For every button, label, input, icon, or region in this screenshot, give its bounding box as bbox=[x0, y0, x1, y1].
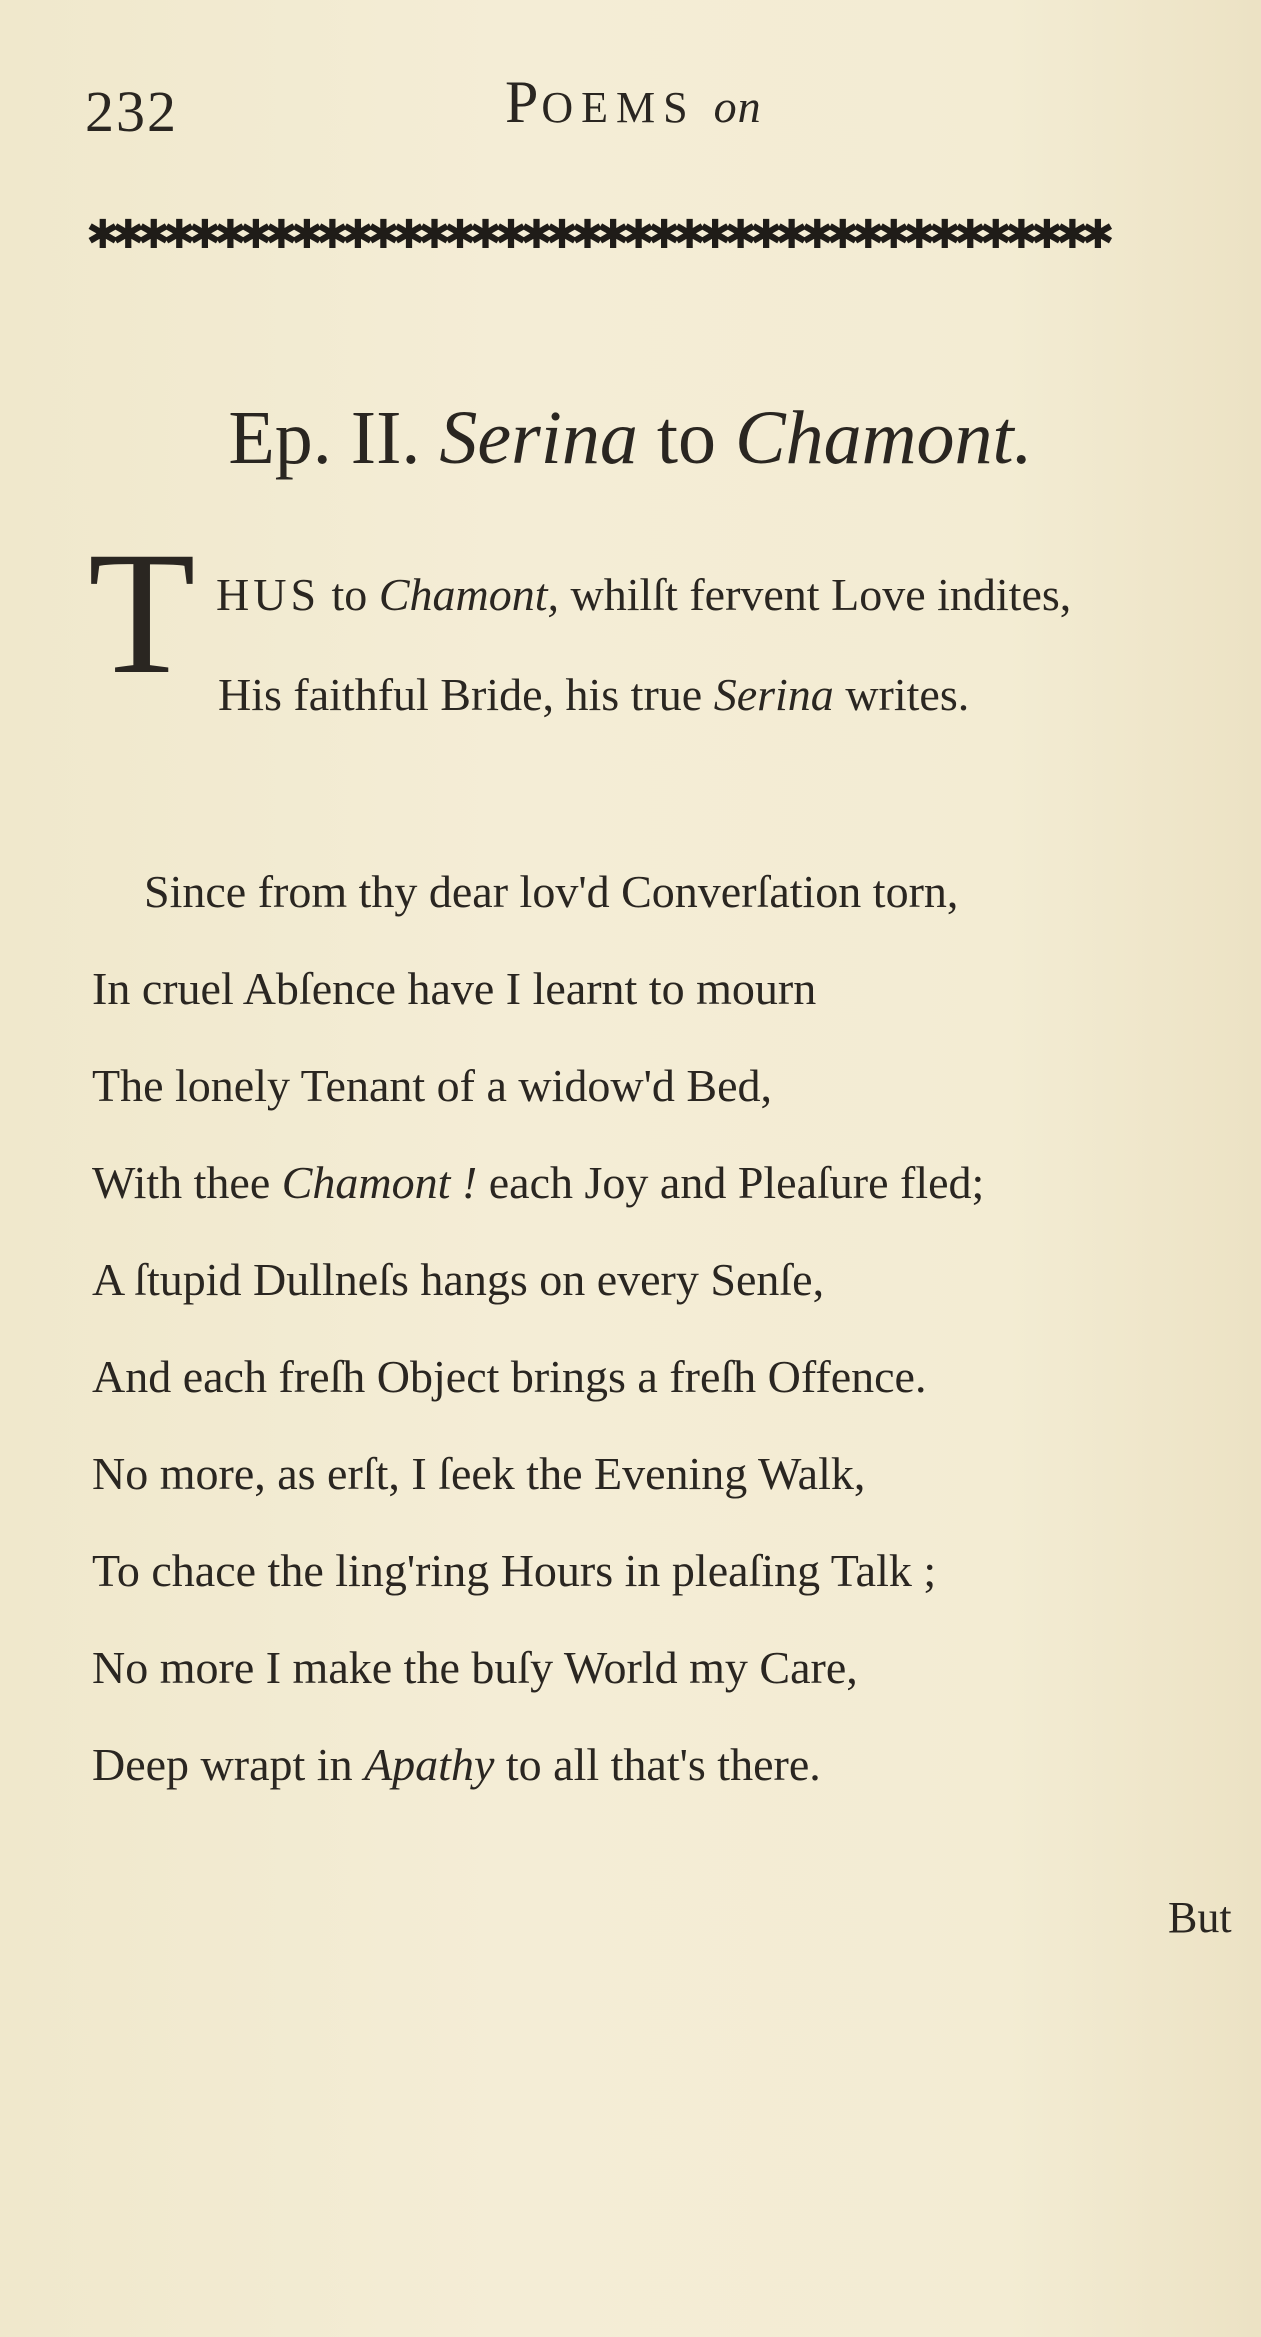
verse-line: Since from thy dear lov'd Converſation torn, bbox=[144, 866, 959, 917]
verse-line: A ſtupid Dullneſs hangs on every Senſe, bbox=[92, 1254, 825, 1305]
line1-to: to bbox=[331, 569, 368, 620]
drop-cap: T bbox=[88, 516, 196, 711]
line2-end: writes. bbox=[845, 669, 970, 720]
verse-fragment: each Joy and Pleaſure fled; bbox=[488, 1157, 985, 1208]
ornament-rule: ✱✱✱✱✱✱✱✱✱✱✱✱✱✱✱✱✱✱✱✱✱✱✱✱✱✱✱✱✱✱✱✱✱✱✱✱✱✱✱✱ bbox=[86, 212, 1107, 257]
verse-fragment: With thee bbox=[92, 1157, 271, 1208]
page-number: 232 bbox=[85, 79, 178, 144]
running-head-rest: OEMS bbox=[541, 83, 696, 132]
epistle-title bbox=[0, 395, 1261, 482]
poem-line-1 bbox=[216, 568, 1071, 621]
verse-name-chamont: Chamont ! bbox=[281, 1157, 478, 1208]
page-header bbox=[0, 68, 1261, 148]
verse-fragment: to all that's there. bbox=[505, 1739, 821, 1790]
title-connector: to bbox=[656, 396, 716, 480]
verse-line bbox=[92, 1735, 1212, 1832]
verse-line bbox=[92, 1153, 1212, 1250]
line1-name: Chamont, bbox=[378, 569, 559, 620]
verse-line: The lonely Tenant of a widow'd Bed, bbox=[92, 1060, 773, 1111]
line2-start: His faithful Bride, his true bbox=[218, 669, 703, 720]
verse-word-apathy: Apathy bbox=[364, 1739, 495, 1790]
verse-fragment: Deep wrapt in bbox=[92, 1739, 353, 1790]
title-name-chamont: Chamont. bbox=[734, 396, 1033, 480]
line2-name: Serina bbox=[713, 669, 834, 720]
verse-line: And each freſh Object brings a freſh Offence. bbox=[92, 1351, 927, 1402]
title-name-serina: Serina bbox=[439, 396, 638, 480]
title-prefix: Ep. II. bbox=[228, 396, 421, 480]
verse-line: In cruel Abſence have I learnt to mourn bbox=[92, 963, 817, 1014]
running-head-initial: P bbox=[505, 69, 542, 135]
verse-block bbox=[92, 862, 1212, 1832]
line1-caps: HUS bbox=[216, 569, 321, 620]
running-head bbox=[505, 68, 762, 137]
verse-line: To chace the ling'ring Hours in pleaſing Talk ; bbox=[92, 1545, 937, 1596]
line1-rest: whilſt fervent Love indites, bbox=[570, 569, 1072, 620]
verse-line: No more, as erſt, I ſeek the Evening Walk, bbox=[92, 1448, 866, 1499]
catchword: But bbox=[1168, 1893, 1232, 1942]
poem-line-2 bbox=[218, 668, 969, 721]
verse-line: No more I make the buſy World my Care, bbox=[92, 1642, 858, 1693]
running-head-italic: on bbox=[713, 81, 762, 132]
